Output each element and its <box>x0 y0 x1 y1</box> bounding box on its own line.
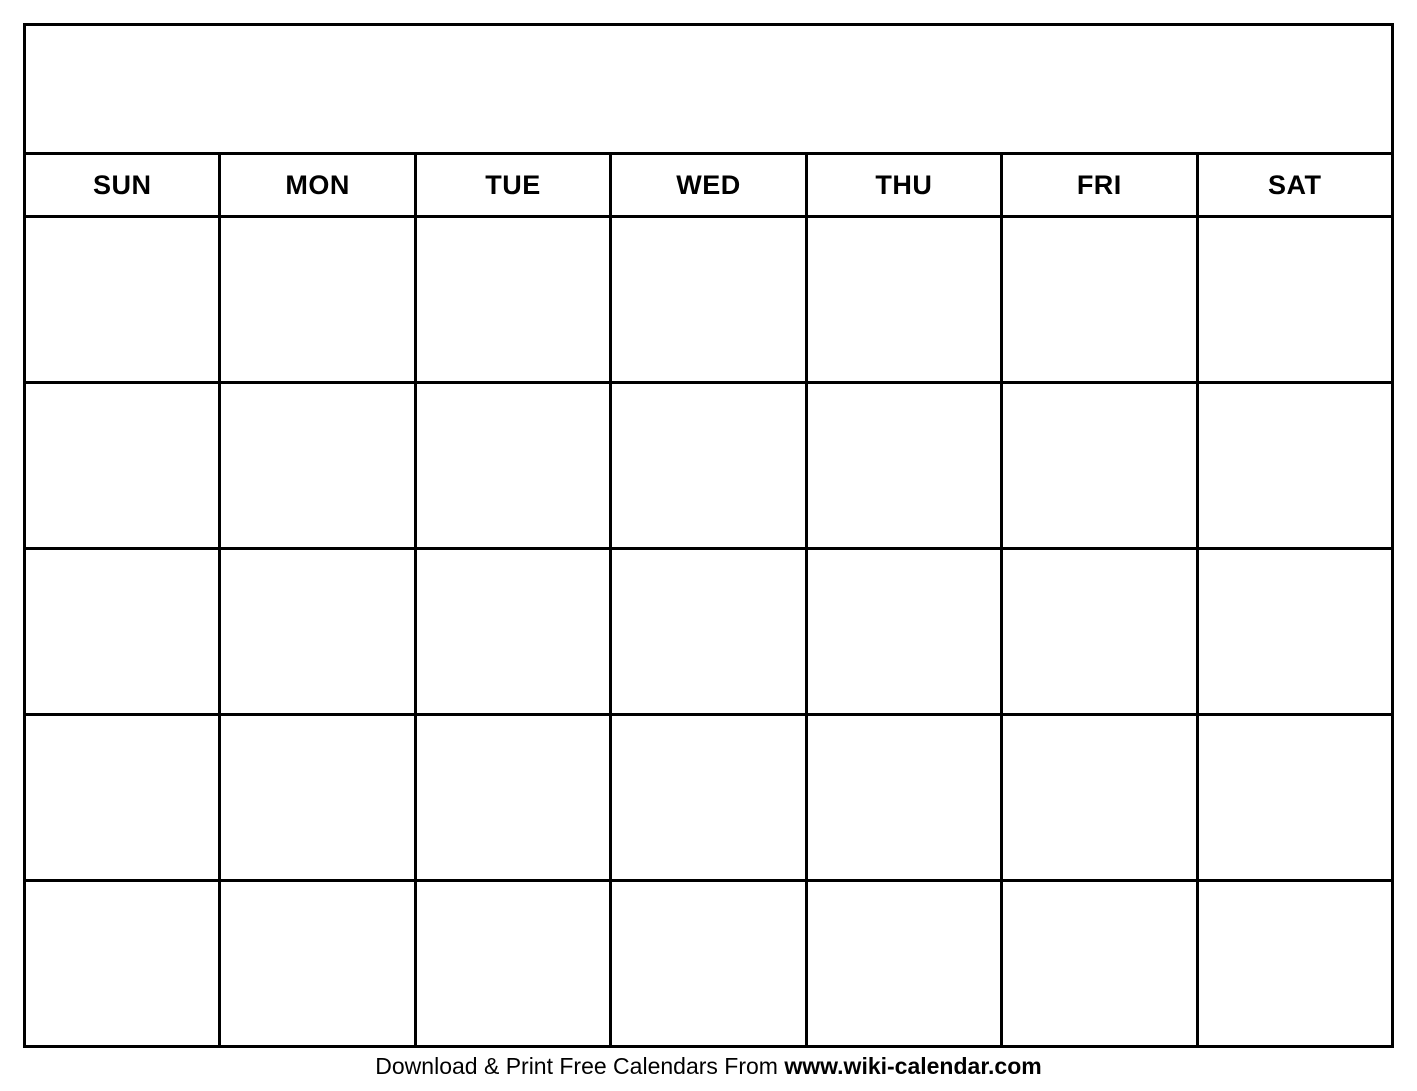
calendar-week-row <box>25 217 1393 383</box>
day-cell <box>611 217 806 383</box>
day-cell <box>25 715 220 881</box>
day-cell <box>1002 383 1197 549</box>
weekday-label-thu: THU <box>806 154 1001 217</box>
day-cell <box>806 383 1001 549</box>
calendar-week-row <box>25 549 1393 715</box>
calendar-title-box <box>25 25 1393 154</box>
calendar-grid <box>25 217 1393 1047</box>
calendar-week-row <box>25 715 1393 881</box>
calendar-week-row <box>25 383 1393 549</box>
day-cell <box>220 217 415 383</box>
day-cell <box>220 549 415 715</box>
weekday-row <box>25 154 1393 217</box>
day-cell <box>1197 383 1392 549</box>
day-cell <box>611 715 806 881</box>
day-cell <box>1197 217 1392 383</box>
day-cell <box>1197 549 1392 715</box>
day-cell <box>1002 549 1197 715</box>
day-cell <box>806 881 1001 1047</box>
day-cell <box>220 715 415 881</box>
day-cell <box>415 549 610 715</box>
weekday-label-mon: MON <box>220 154 415 217</box>
day-cell <box>25 549 220 715</box>
day-cell <box>415 383 610 549</box>
footer-credit <box>0 1052 1417 1080</box>
day-cell <box>1197 715 1392 881</box>
weekday-label-fri: FRI <box>1002 154 1197 217</box>
day-cell <box>806 217 1001 383</box>
day-cell <box>806 715 1001 881</box>
day-cell <box>1002 881 1197 1047</box>
calendar-table <box>23 23 1394 1048</box>
day-cell <box>415 217 610 383</box>
day-cell <box>806 549 1001 715</box>
day-cell <box>415 715 610 881</box>
day-cell <box>1197 881 1392 1047</box>
day-cell <box>220 383 415 549</box>
day-cell <box>25 217 220 383</box>
footer-credit-text: Download & Print Free Calendars From <box>375 1053 785 1079</box>
day-cell <box>415 881 610 1047</box>
day-cell <box>611 549 806 715</box>
day-cell <box>25 881 220 1047</box>
calendar-week-row <box>25 881 1393 1047</box>
day-cell <box>1002 217 1197 383</box>
weekday-label-sun: SUN <box>25 154 220 217</box>
day-cell <box>220 881 415 1047</box>
title-row <box>25 25 1393 154</box>
weekday-label-tue: TUE <box>415 154 610 217</box>
day-cell <box>611 881 806 1047</box>
calendar-header <box>25 25 1393 217</box>
footer-site-url: www.wiki-calendar.com <box>784 1053 1042 1079</box>
weekday-label-wed: WED <box>611 154 806 217</box>
weekday-label-sat: SAT <box>1197 154 1392 217</box>
day-cell <box>1002 715 1197 881</box>
day-cell <box>611 383 806 549</box>
day-cell <box>25 383 220 549</box>
